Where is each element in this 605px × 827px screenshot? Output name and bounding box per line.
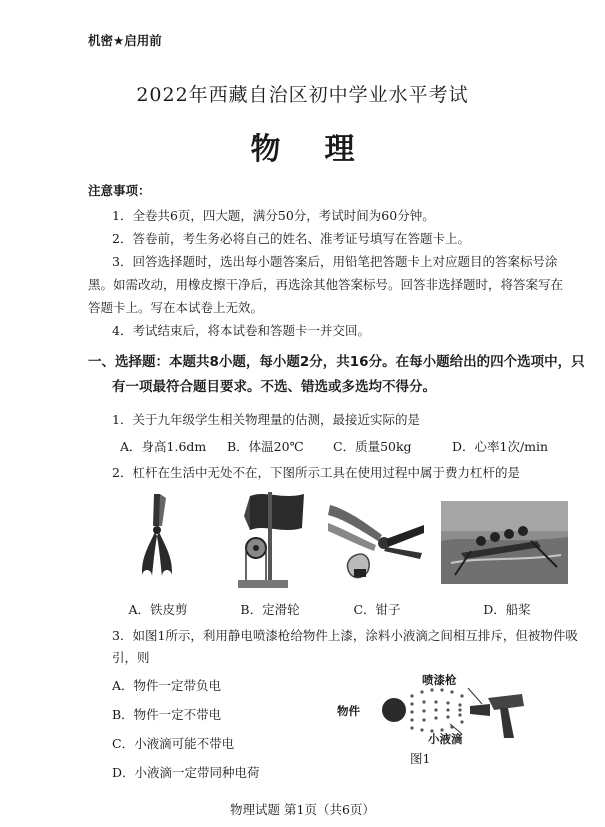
- figure-caption: D．船桨: [483, 602, 531, 617]
- notice-item: 3．回答选择题时，选出每小题答案后，用铅笔把答题卡上对应题目的答案标号涂: [112, 254, 558, 269]
- label-object: 物件: [337, 704, 360, 718]
- question-1-option: C．质量50kg: [333, 439, 412, 454]
- tin-snips-image: [128, 492, 188, 588]
- section-heading: 有一项最符合题目要求。不选、错选或多选均不得分。: [112, 379, 436, 395]
- figure-caption: B．定滑轮: [240, 602, 300, 617]
- question-1-option: B．体温20℃: [227, 439, 304, 454]
- page-footer: 物理试题 第1页（共6页）: [230, 802, 375, 817]
- question-3-option: C．小液滴可能不带电: [112, 736, 235, 751]
- label-spray-gun: 喷漆枪: [422, 673, 457, 687]
- question-3-stem: 引，则: [112, 650, 150, 665]
- notice-item: 黑。如需改动，用橡皮擦干净后，再选涂其他答案标号。回答非选择题时，将答案写在: [88, 277, 564, 292]
- figure-caption: A．铁皮剪: [128, 602, 188, 617]
- fixed-pulley-image: [236, 488, 316, 588]
- notice-item: 4．考试结束后，将本试卷和答题卡一并交回。: [112, 323, 370, 338]
- notice-item: 1．全卷共6页，四大题，满分50分，考试时间为60分钟。: [112, 208, 435, 223]
- notice-item: 2．答卷前，考生务必将自己的姓名、准考证号填写在答题卡上。: [112, 231, 470, 246]
- figure-caption: C．钳子: [353, 602, 401, 617]
- question-1-option: A．身高1.6dm: [120, 439, 207, 454]
- question-3-option: D．小液滴一定带同种电荷: [112, 765, 260, 780]
- confidential-mark: 机密★启用前: [88, 33, 162, 48]
- pliers-image: [326, 495, 426, 585]
- question-3-option: B．物件一定不带电: [112, 707, 222, 722]
- notice-heading: 注意事项：: [88, 183, 151, 198]
- section-heading: 一、选择题：本题共8小题，每小题2分，共16分。在每小题给出的四个选项中，只: [88, 354, 585, 370]
- exam-title: 2022年西藏自治区初中学业水平考试: [136, 84, 469, 106]
- label-droplet: 小液滴: [428, 732, 463, 746]
- question-1-stem: 1．关于九年级学生相关物理量的估测，最接近实际的是: [112, 412, 420, 427]
- question-2-stem: 2．杠杆在生活中无处不在，下图所示工具在使用过程中属于费力杠杆的是: [112, 465, 520, 480]
- figure-1-caption: 图1: [410, 751, 431, 766]
- rowing-image: [441, 501, 568, 584]
- subject-title: 物理: [250, 132, 399, 167]
- question-3-stem: 3．如图1所示，利用静电喷漆枪给物件上漆，涂料小液滴之间相互排斥，但被物件吸: [112, 628, 578, 643]
- question-1-option: D．心率1次/min: [452, 439, 549, 454]
- question-3-option: A．物件一定带负电: [112, 678, 222, 693]
- notice-item: 答题卡上。写在本试卷上无效。: [88, 300, 264, 315]
